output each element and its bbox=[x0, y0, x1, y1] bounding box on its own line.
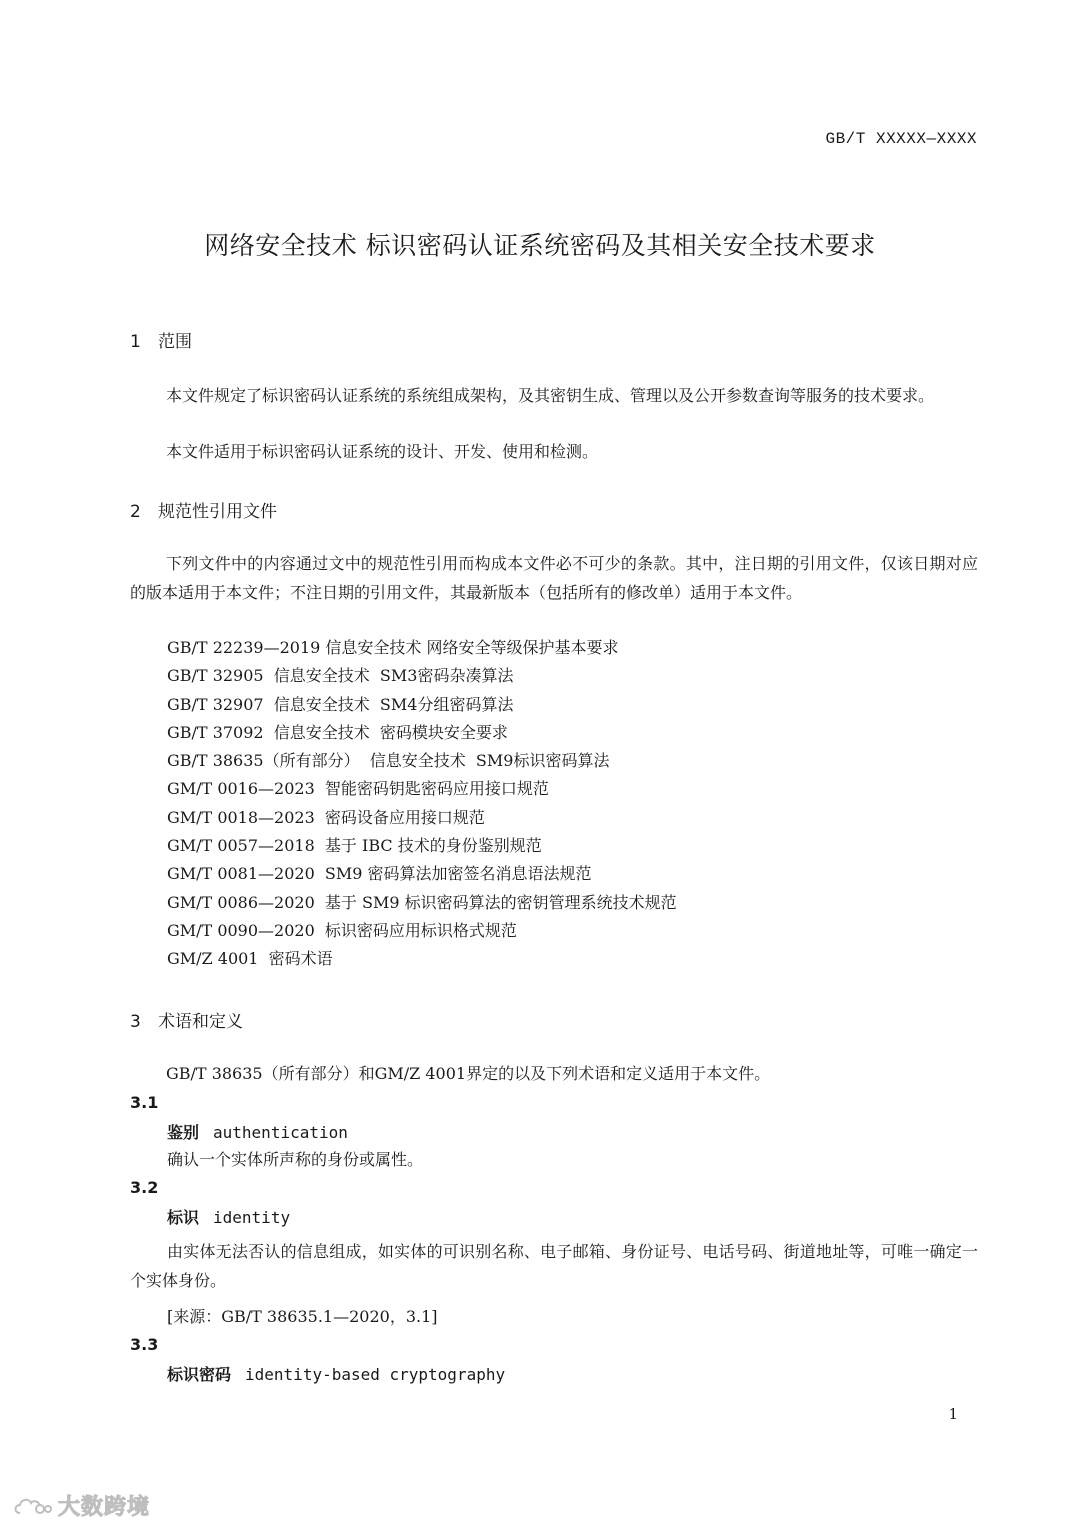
document-title: 网络安全技术 标识密码认证系统密码及其相关安全技术要求 bbox=[204, 231, 876, 260]
reference-item: GM/T 0018—2023 密码设备应用接口规范 bbox=[167, 807, 485, 827]
reference-item: GB/T 32905 信息安全技术 SM3密码杂凑算法 bbox=[167, 666, 514, 686]
term-number: 3.1 bbox=[130, 1093, 159, 1112]
term-name bbox=[167, 1205, 290, 1228]
scope-paragraph-2: 本文件适用于标识密码认证系统的设计、开发、使用和检测。 bbox=[166, 442, 599, 461]
section-heading-terms-definitions bbox=[130, 1007, 243, 1032]
references-intro-paragraph: 下列文件中的内容通过文中的规范性引用而构成本文件必不可少的条款。其中，注日期的引用文件，仅该日期对应的版本适用于本文件；不注日期的引用文件，其最新版本（包括所有的修改单）适用于本文件。 bbox=[130, 554, 978, 602]
term-name bbox=[167, 1120, 348, 1143]
reference-item: GM/T 0057—2018 基于 IBC 技术的身份鉴别规范 bbox=[167, 836, 542, 856]
section-title: 术语和定义 bbox=[158, 1012, 243, 1032]
watermark bbox=[12, 1490, 150, 1521]
term-name bbox=[167, 1362, 505, 1385]
reference-item: GM/T 0090—2020 标识密码应用标识格式规范 bbox=[167, 920, 517, 940]
reference-item: GM/Z 4001 密码术语 bbox=[167, 949, 333, 969]
section-number: 3 bbox=[130, 1012, 141, 1032]
scope-paragraph-1: 本文件规定了标识密码认证系统的系统组成架构，及其密钥生成、管理以及公开参数查询等服务的技术要求。 bbox=[166, 386, 935, 405]
section-title: 规范性引用文件 bbox=[158, 502, 277, 522]
reference-item: GB/T 32907 信息安全技术 SM4分组密码算法 bbox=[167, 694, 514, 714]
section-heading-normative-references bbox=[130, 497, 277, 522]
reference-item: GB/T 37092 信息安全技术 密码模块安全要求 bbox=[167, 722, 508, 742]
section-number: 1 bbox=[130, 332, 141, 352]
terms-intro-paragraph: GB/T 38635（所有部分）和GM/Z 4001界定的以及下列术语和定义适用于本文件。 bbox=[166, 1064, 771, 1083]
standard-code: GB/T XXXXX—XXXX bbox=[825, 130, 977, 148]
cloud-logo-icon bbox=[12, 1493, 52, 1519]
term-name-zh: 标识密码 bbox=[167, 1365, 232, 1384]
term-number: 3.3 bbox=[130, 1335, 159, 1354]
reference-item: GM/T 0016—2023 智能密码钥匙密码应用接口规范 bbox=[167, 779, 549, 799]
page-number: 1 bbox=[948, 1405, 958, 1423]
section-title: 范围 bbox=[158, 332, 192, 352]
section-heading-scope bbox=[130, 327, 192, 352]
term-definition: 由实体无法否认的信息组成，如实体的可识别名称、电子邮箱、身份证号、电话号码、街道地址等，可唯一确定一个实体身份。 bbox=[130, 1242, 978, 1290]
reference-item: GB/T 38635（所有部分） 信息安全技术 SM9标识密码算法 bbox=[167, 751, 610, 771]
term-name-en: identity-based cryptography bbox=[245, 1365, 506, 1384]
term-name-en: authentication bbox=[213, 1123, 348, 1142]
reference-list bbox=[167, 634, 677, 974]
section-number: 2 bbox=[130, 502, 141, 522]
term-name-en: identity bbox=[213, 1208, 291, 1227]
term-number: 3.2 bbox=[130, 1178, 159, 1197]
reference-item: GM/T 0086—2020 基于 SM9 标识密码算法的密钥管理系统技术规范 bbox=[167, 892, 677, 912]
term-name-zh: 鉴别 bbox=[167, 1123, 200, 1142]
reference-item: GM/T 0081—2020 SM9 密码算法加密签名消息语法规范 bbox=[167, 864, 592, 884]
term-name-zh: 标识 bbox=[167, 1208, 200, 1227]
term-source: [来源：GB/T 38635.1—2020，3.1] bbox=[167, 1307, 438, 1326]
term-definition: 确认一个实体所声称的身份或属性。 bbox=[167, 1150, 424, 1169]
watermark-text: 大数跨境 bbox=[58, 1495, 151, 1520]
reference-item: GB/T 22239—2019 信息安全技术 网络安全等级保护基本要求 bbox=[167, 638, 619, 657]
